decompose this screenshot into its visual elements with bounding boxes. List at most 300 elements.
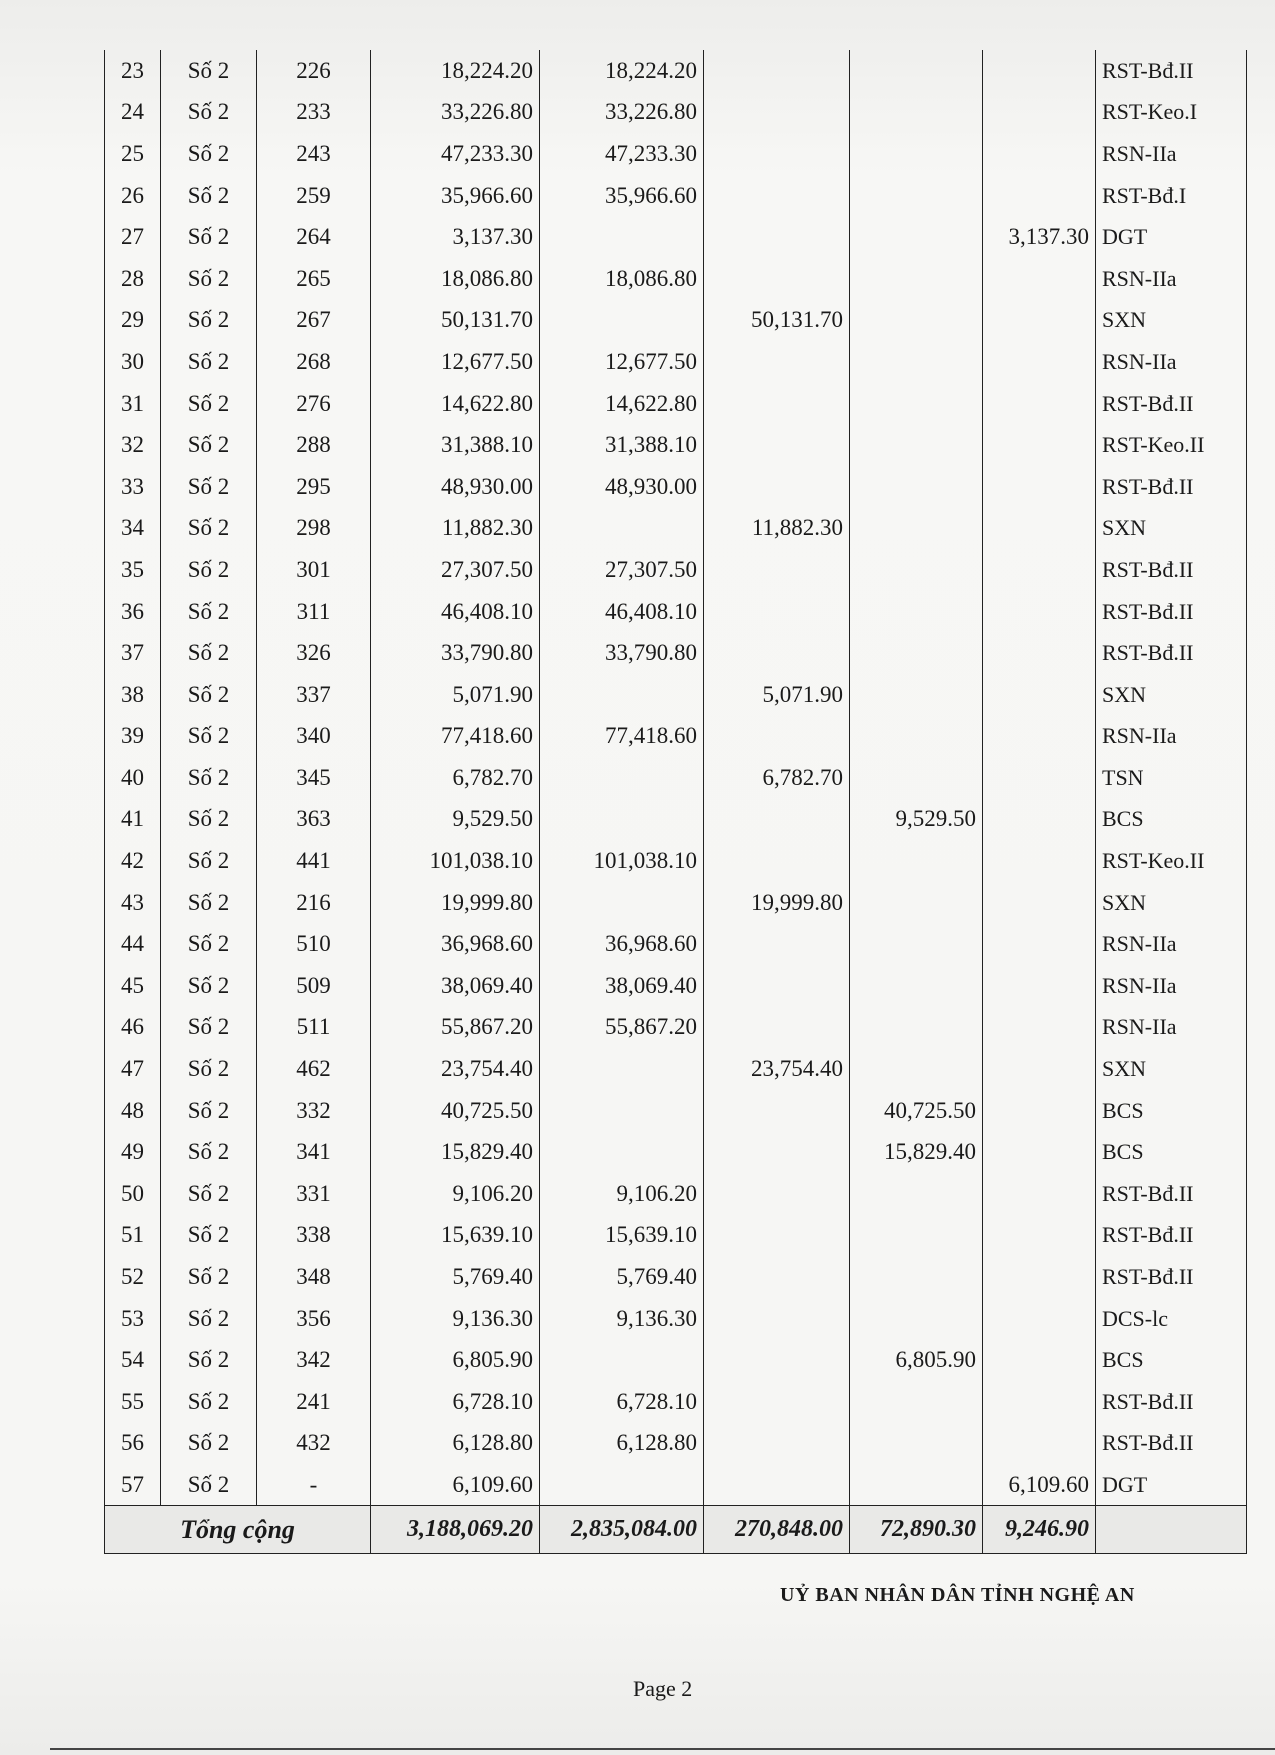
- cell-loai-dat: DGT: [1096, 1464, 1247, 1506]
- cell-col4: [983, 1048, 1096, 1090]
- cell-to-ban-do: Số 2: [161, 1298, 257, 1340]
- table-row: [105, 1339, 1247, 1381]
- cell-dien-tich: 35,966.60: [371, 175, 540, 217]
- cell-to-ban-do: Số 2: [161, 965, 257, 1007]
- cell-to-ban-do: Số 2: [161, 1131, 257, 1173]
- cell-to-ban-do: Số 2: [161, 1464, 257, 1506]
- cell-stt: 43: [105, 882, 161, 924]
- land-parcel-table: [104, 50, 1247, 1554]
- cell-col4: [983, 1381, 1096, 1423]
- cell-col4: [983, 1298, 1096, 1340]
- cell-col3: [850, 1215, 983, 1257]
- cell-to-ban-do: Số 2: [161, 424, 257, 466]
- cell-col2: 5,071.90: [704, 674, 850, 716]
- cell-dien-tich: 14,622.80: [371, 383, 540, 425]
- cell-col4: [983, 383, 1096, 425]
- cell-thua-so: 243: [257, 133, 371, 175]
- cell-col1: 31,388.10: [540, 424, 704, 466]
- cell-stt: 34: [105, 508, 161, 550]
- cell-col3: [850, 591, 983, 633]
- cell-thua-so: 441: [257, 840, 371, 882]
- cell-col1: [540, 1464, 704, 1506]
- cell-thua-so: 511: [257, 1007, 371, 1049]
- table-row: [105, 757, 1247, 799]
- table-row: [105, 50, 1247, 92]
- cell-col2: [704, 965, 850, 1007]
- cell-stt: 26: [105, 175, 161, 217]
- cell-stt: 31: [105, 383, 161, 425]
- cell-col1: 9,106.20: [540, 1173, 704, 1215]
- cell-dien-tich: 12,677.50: [371, 341, 540, 383]
- cell-stt: 45: [105, 965, 161, 1007]
- cell-thua-so: 348: [257, 1256, 371, 1298]
- cell-col3: [850, 383, 983, 425]
- cell-col3: 40,725.50: [850, 1090, 983, 1132]
- cell-col2: [704, 632, 850, 674]
- cell-col4: [983, 466, 1096, 508]
- cell-col2: [704, 1298, 850, 1340]
- cell-dien-tich: 55,867.20: [371, 1007, 540, 1049]
- cell-col3: [850, 424, 983, 466]
- cell-col3: [850, 175, 983, 217]
- cell-col3: [850, 1381, 983, 1423]
- cell-stt: 51: [105, 1215, 161, 1257]
- land-table-container: [104, 50, 1246, 1554]
- cell-col1: 18,086.80: [540, 258, 704, 300]
- table-row: [105, 549, 1247, 591]
- cell-loai-dat: RST-Bđ.II: [1096, 549, 1247, 591]
- cell-stt: 56: [105, 1423, 161, 1465]
- cell-thua-so: 301: [257, 549, 371, 591]
- table-row: [105, 1007, 1247, 1049]
- cell-col3: [850, 133, 983, 175]
- cell-col4: [983, 632, 1096, 674]
- cell-col4: [983, 799, 1096, 841]
- cell-col3: [850, 840, 983, 882]
- cell-col2: 19,999.80: [704, 882, 850, 924]
- cell-thua-so: 332: [257, 1090, 371, 1132]
- cell-to-ban-do: Số 2: [161, 1256, 257, 1298]
- cell-loai-dat: TSN: [1096, 757, 1247, 799]
- cell-loai-dat: RST-Bđ.II: [1096, 632, 1247, 674]
- cell-loai-dat: DGT: [1096, 216, 1247, 258]
- cell-col4: [983, 1256, 1096, 1298]
- cell-to-ban-do: Số 2: [161, 632, 257, 674]
- cell-col2: [704, 341, 850, 383]
- cell-dien-tich: 9,106.20: [371, 1173, 540, 1215]
- cell-to-ban-do: Số 2: [161, 799, 257, 841]
- cell-col1: 33,790.80: [540, 632, 704, 674]
- cell-col3: [850, 757, 983, 799]
- cell-loai-dat: BCS: [1096, 1339, 1247, 1381]
- total-tong: 3,188,069.20: [371, 1506, 540, 1554]
- cell-col4: [983, 1423, 1096, 1465]
- total-col4: 9,246.90: [983, 1506, 1096, 1554]
- cell-loai-dat: RST-Keo.I: [1096, 92, 1247, 134]
- cell-col2: [704, 1173, 850, 1215]
- cell-to-ban-do: Số 2: [161, 1173, 257, 1215]
- cell-col2: [704, 1423, 850, 1465]
- cell-dien-tich: 6,782.70: [371, 757, 540, 799]
- cell-thua-so: 337: [257, 674, 371, 716]
- cell-col4: [983, 840, 1096, 882]
- cell-stt: 38: [105, 674, 161, 716]
- cell-col3: [850, 216, 983, 258]
- cell-col1: [540, 882, 704, 924]
- cell-col1: 12,677.50: [540, 341, 704, 383]
- cell-thua-so: 510: [257, 923, 371, 965]
- page-edge-rule: [50, 1748, 1275, 1750]
- cell-col1: 9,136.30: [540, 1298, 704, 1340]
- cell-stt: 27: [105, 216, 161, 258]
- cell-col3: 6,805.90: [850, 1339, 983, 1381]
- cell-col2: [704, 1215, 850, 1257]
- cell-col2: [704, 133, 850, 175]
- table-row: [105, 632, 1247, 674]
- cell-stt: 41: [105, 799, 161, 841]
- cell-thua-so: 326: [257, 632, 371, 674]
- cell-dien-tich: 50,131.70: [371, 300, 540, 342]
- cell-thua-so: 268: [257, 341, 371, 383]
- cell-stt: 30: [105, 341, 161, 383]
- cell-dien-tich: 33,226.80: [371, 92, 540, 134]
- cell-col3: [850, 466, 983, 508]
- cell-col3: 15,829.40: [850, 1131, 983, 1173]
- cell-col1: [540, 216, 704, 258]
- cell-dien-tich: 3,137.30: [371, 216, 540, 258]
- cell-dien-tich: 6,728.10: [371, 1381, 540, 1423]
- table-row: [105, 133, 1247, 175]
- cell-loai-dat: RST-Bđ.II: [1096, 1423, 1247, 1465]
- cell-col3: [850, 1298, 983, 1340]
- cell-col3: [850, 674, 983, 716]
- cell-dien-tich: 6,128.80: [371, 1423, 540, 1465]
- table-row: [105, 175, 1247, 217]
- cell-to-ban-do: Số 2: [161, 383, 257, 425]
- cell-col2: [704, 1464, 850, 1506]
- table-row: [105, 965, 1247, 1007]
- cell-loai-dat: SXN: [1096, 674, 1247, 716]
- cell-loai-dat: RST-Bđ.II: [1096, 1215, 1247, 1257]
- cell-thua-so: 363: [257, 799, 371, 841]
- signing-authority: UỶ BAN NHÂN DÂN TỈNH NGHỆ AN: [780, 1584, 1135, 1606]
- cell-col3: [850, 716, 983, 758]
- cell-thua-so: 345: [257, 757, 371, 799]
- cell-stt: 40: [105, 757, 161, 799]
- cell-col1: [540, 674, 704, 716]
- cell-col3: [850, 1173, 983, 1215]
- cell-thua-so: 298: [257, 508, 371, 550]
- cell-to-ban-do: Số 2: [161, 674, 257, 716]
- cell-stt: 57: [105, 1464, 161, 1506]
- cell-col1: [540, 1090, 704, 1132]
- total-label: Tổng cộng: [105, 1506, 371, 1554]
- cell-to-ban-do: Số 2: [161, 1339, 257, 1381]
- cell-thua-so: 509: [257, 965, 371, 1007]
- cell-loai-dat: SXN: [1096, 882, 1247, 924]
- cell-col4: 3,137.30: [983, 216, 1096, 258]
- cell-col2: [704, 1381, 850, 1423]
- cell-stt: 24: [105, 92, 161, 134]
- cell-col4: [983, 92, 1096, 134]
- cell-dien-tich: 6,109.60: [371, 1464, 540, 1506]
- cell-thua-so: 338: [257, 1215, 371, 1257]
- cell-to-ban-do: Số 2: [161, 466, 257, 508]
- cell-col2: [704, 466, 850, 508]
- table-row: [105, 383, 1247, 425]
- cell-col1: [540, 508, 704, 550]
- cell-stt: 29: [105, 300, 161, 342]
- cell-col1: 27,307.50: [540, 549, 704, 591]
- table-row: [105, 1256, 1247, 1298]
- cell-thua-so: 226: [257, 50, 371, 92]
- table-row: [105, 341, 1247, 383]
- table-row: [105, 424, 1247, 466]
- cell-col1: [540, 300, 704, 342]
- cell-loai-dat: RSN-IIa: [1096, 716, 1247, 758]
- cell-thua-so: 311: [257, 591, 371, 633]
- table-row: [105, 1048, 1247, 1090]
- cell-thua-so: 295: [257, 466, 371, 508]
- cell-col2: [704, 92, 850, 134]
- cell-dien-tich: 9,136.30: [371, 1298, 540, 1340]
- table-body: [105, 50, 1247, 1506]
- cell-dien-tich: 9,529.50: [371, 799, 540, 841]
- table-row: [105, 799, 1247, 841]
- cell-col4: [983, 1131, 1096, 1173]
- page-number: Page 2: [633, 1676, 693, 1701]
- cell-stt: 33: [105, 466, 161, 508]
- table-row: [105, 1090, 1247, 1132]
- cell-loai-dat: SXN: [1096, 508, 1247, 550]
- cell-thua-so: 288: [257, 424, 371, 466]
- cell-col1: 101,038.10: [540, 840, 704, 882]
- table-row: [105, 1131, 1247, 1173]
- cell-col4: [983, 300, 1096, 342]
- cell-col3: [850, 1048, 983, 1090]
- cell-to-ban-do: Số 2: [161, 258, 257, 300]
- cell-col2: [704, 716, 850, 758]
- cell-col1: 48,930.00: [540, 466, 704, 508]
- table-row: [105, 1381, 1247, 1423]
- cell-dien-tich: 48,930.00: [371, 466, 540, 508]
- table-row: [105, 840, 1247, 882]
- cell-loai-dat: RST-Bđ.II: [1096, 591, 1247, 633]
- cell-thua-so: 259: [257, 175, 371, 217]
- cell-loai-dat: SXN: [1096, 1048, 1247, 1090]
- cell-loai-dat: RST-Bđ.I: [1096, 175, 1247, 217]
- cell-thua-so: 264: [257, 216, 371, 258]
- cell-loai-dat: SXN: [1096, 300, 1247, 342]
- cell-loai-dat: RSN-IIa: [1096, 133, 1247, 175]
- cell-col1: 46,408.10: [540, 591, 704, 633]
- cell-stt: 47: [105, 1048, 161, 1090]
- cell-col2: [704, 50, 850, 92]
- cell-dien-tich: 15,639.10: [371, 1215, 540, 1257]
- cell-col3: [850, 1007, 983, 1049]
- cell-dien-tich: 5,071.90: [371, 674, 540, 716]
- cell-col4: [983, 341, 1096, 383]
- cell-stt: 28: [105, 258, 161, 300]
- table-row: [105, 882, 1247, 924]
- cell-col2: [704, 923, 850, 965]
- cell-stt: 44: [105, 923, 161, 965]
- cell-col3: [850, 508, 983, 550]
- cell-dien-tich: 77,418.60: [371, 716, 540, 758]
- total-col1: 2,835,084.00: [540, 1506, 704, 1554]
- cell-col3: [850, 1423, 983, 1465]
- cell-loai-dat: RST-Bđ.II: [1096, 1173, 1247, 1215]
- cell-col1: 77,418.60: [540, 716, 704, 758]
- table-row: [105, 1215, 1247, 1257]
- cell-col1: 55,867.20: [540, 1007, 704, 1049]
- cell-col1: 18,224.20: [540, 50, 704, 92]
- cell-col4: [983, 1173, 1096, 1215]
- cell-to-ban-do: Số 2: [161, 341, 257, 383]
- cell-thua-so: 241: [257, 1381, 371, 1423]
- cell-col2: [704, 383, 850, 425]
- cell-stt: 46: [105, 1007, 161, 1049]
- cell-dien-tich: 46,408.10: [371, 591, 540, 633]
- cell-loai-dat: RST-Bđ.II: [1096, 1381, 1247, 1423]
- cell-to-ban-do: Số 2: [161, 840, 257, 882]
- cell-thua-so: -: [257, 1464, 371, 1506]
- cell-col1: 47,233.30: [540, 133, 704, 175]
- cell-col2: [704, 799, 850, 841]
- cell-to-ban-do: Số 2: [161, 716, 257, 758]
- table-row: [105, 258, 1247, 300]
- cell-col1: 36,968.60: [540, 923, 704, 965]
- cell-col2: [704, 1007, 850, 1049]
- cell-col1: 5,769.40: [540, 1256, 704, 1298]
- cell-to-ban-do: Số 2: [161, 591, 257, 633]
- cell-loai-dat: BCS: [1096, 1090, 1247, 1132]
- cell-col4: [983, 716, 1096, 758]
- cell-col3: [850, 882, 983, 924]
- cell-dien-tich: 33,790.80: [371, 632, 540, 674]
- cell-col1: 6,728.10: [540, 1381, 704, 1423]
- table-row: [105, 508, 1247, 550]
- cell-to-ban-do: Số 2: [161, 1090, 257, 1132]
- cell-col4: [983, 591, 1096, 633]
- cell-col3: [850, 965, 983, 1007]
- cell-col1: 38,069.40: [540, 965, 704, 1007]
- cell-dien-tich: 40,725.50: [371, 1090, 540, 1132]
- cell-col3: [850, 1464, 983, 1506]
- cell-dien-tich: 18,086.80: [371, 258, 540, 300]
- total-row: [105, 1506, 1247, 1554]
- table-row: [105, 591, 1247, 633]
- cell-dien-tich: 18,224.20: [371, 50, 540, 92]
- cell-to-ban-do: Số 2: [161, 1423, 257, 1465]
- cell-col2: 6,782.70: [704, 757, 850, 799]
- cell-col4: [983, 674, 1096, 716]
- cell-thua-so: 265: [257, 258, 371, 300]
- cell-col2: [704, 175, 850, 217]
- cell-loai-dat: DCS-lc: [1096, 1298, 1247, 1340]
- cell-loai-dat: BCS: [1096, 799, 1247, 841]
- cell-loai-dat: RST-Bđ.II: [1096, 50, 1247, 92]
- cell-stt: 39: [105, 716, 161, 758]
- cell-loai-dat: RST-Keo.II: [1096, 424, 1247, 466]
- cell-thua-so: 233: [257, 92, 371, 134]
- cell-stt: 25: [105, 133, 161, 175]
- cell-thua-so: 462: [257, 1048, 371, 1090]
- cell-to-ban-do: Số 2: [161, 92, 257, 134]
- cell-col4: [983, 965, 1096, 1007]
- cell-col4: [983, 424, 1096, 466]
- table-row: [105, 1464, 1247, 1506]
- cell-loai-dat: RSN-IIa: [1096, 1007, 1247, 1049]
- cell-to-ban-do: Số 2: [161, 216, 257, 258]
- cell-col1: [540, 1048, 704, 1090]
- cell-to-ban-do: Số 2: [161, 549, 257, 591]
- cell-col3: [850, 1256, 983, 1298]
- cell-dien-tich: 31,388.10: [371, 424, 540, 466]
- cell-col4: 6,109.60: [983, 1464, 1096, 1506]
- cell-loai-dat: RSN-IIa: [1096, 965, 1247, 1007]
- cell-dien-tich: 27,307.50: [371, 549, 540, 591]
- table-row: [105, 1298, 1247, 1340]
- cell-col3: [850, 549, 983, 591]
- cell-stt: 54: [105, 1339, 161, 1381]
- table-row: [105, 1173, 1247, 1215]
- cell-loai-dat: RST-Bđ.II: [1096, 1256, 1247, 1298]
- cell-loai-dat: RSN-IIa: [1096, 923, 1247, 965]
- cell-col4: [983, 1339, 1096, 1381]
- cell-to-ban-do: Số 2: [161, 1215, 257, 1257]
- cell-thua-so: 276: [257, 383, 371, 425]
- total-empty: [1096, 1506, 1247, 1554]
- cell-col3: [850, 300, 983, 342]
- cell-col1: 35,966.60: [540, 175, 704, 217]
- cell-to-ban-do: Số 2: [161, 175, 257, 217]
- cell-col2: [704, 1256, 850, 1298]
- cell-stt: 49: [105, 1131, 161, 1173]
- cell-col4: [983, 923, 1096, 965]
- cell-col2: [704, 591, 850, 633]
- cell-col2: [704, 1339, 850, 1381]
- cell-thua-so: 340: [257, 716, 371, 758]
- cell-thua-so: 331: [257, 1173, 371, 1215]
- cell-stt: 37: [105, 632, 161, 674]
- cell-to-ban-do: Số 2: [161, 1007, 257, 1049]
- cell-stt: 36: [105, 591, 161, 633]
- cell-to-ban-do: Số 2: [161, 882, 257, 924]
- cell-dien-tich: 6,805.90: [371, 1339, 540, 1381]
- cell-to-ban-do: Số 2: [161, 300, 257, 342]
- cell-stt: 55: [105, 1381, 161, 1423]
- cell-col2: [704, 424, 850, 466]
- cell-col3: [850, 632, 983, 674]
- cell-col4: [983, 258, 1096, 300]
- cell-thua-so: 342: [257, 1339, 371, 1381]
- cell-col2: [704, 840, 850, 882]
- cell-thua-so: 267: [257, 300, 371, 342]
- cell-col3: [850, 923, 983, 965]
- cell-to-ban-do: Số 2: [161, 1381, 257, 1423]
- cell-col3: [850, 50, 983, 92]
- cell-stt: 48: [105, 1090, 161, 1132]
- cell-to-ban-do: Số 2: [161, 133, 257, 175]
- cell-loai-dat: BCS: [1096, 1131, 1247, 1173]
- cell-col1: 15,639.10: [540, 1215, 704, 1257]
- cell-stt: 23: [105, 50, 161, 92]
- table-row: [105, 923, 1247, 965]
- cell-col2: [704, 549, 850, 591]
- cell-stt: 53: [105, 1298, 161, 1340]
- cell-dien-tich: 23,754.40: [371, 1048, 540, 1090]
